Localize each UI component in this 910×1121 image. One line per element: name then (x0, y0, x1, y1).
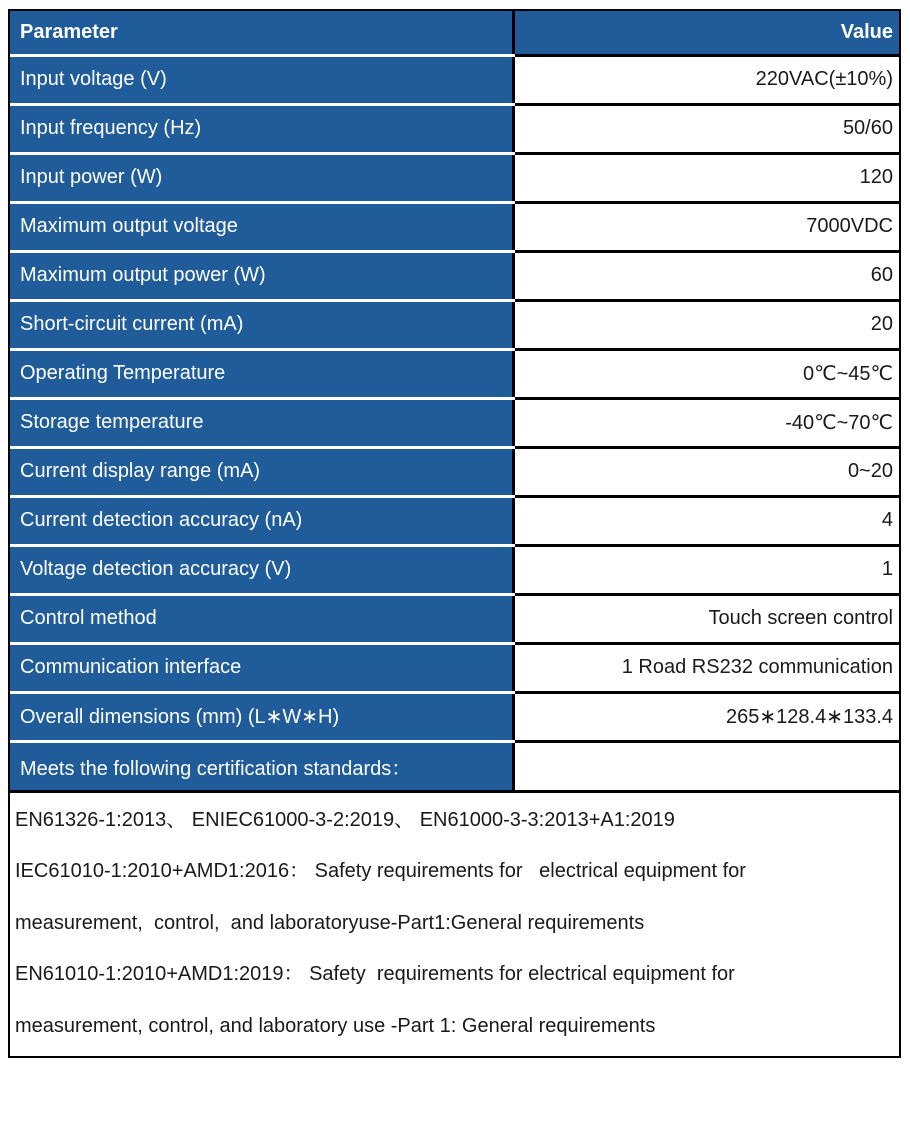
parameter-header-cell: Parameter (10, 11, 513, 55)
value-cell (513, 741, 899, 790)
table-row (10, 349, 899, 398)
table-row (10, 496, 899, 545)
value-cell: 20 (513, 300, 899, 349)
table-row (10, 55, 899, 104)
table-row (10, 398, 899, 447)
parameter-cell: Current detection accuracy (nA) (10, 496, 513, 545)
certification-line: EN61010-1:2010+AMD1:2019： Safety requirements for electrical equipment for (15, 963, 735, 986)
parameter-cell: Operating Temperature (10, 349, 513, 398)
parameter-cell: Input power (W) (10, 153, 513, 202)
value-cell: 0~20 (513, 447, 899, 496)
certification-line: IEC61010-1:2010+AMD1:2016： Safety requirements for electrical equipment for (15, 860, 746, 883)
value-cell: 0℃~45℃ (513, 349, 899, 398)
parameter-cell: Maximum output power (W) (10, 251, 513, 300)
certification-line: EN61326-1:2013、 ENIEC61000-3-2:2019、 EN61000-3-3:2013+A1:2019 (15, 809, 675, 831)
parameter-cell: Short-circuit current (mA) (10, 300, 513, 349)
spec-table (10, 11, 899, 790)
value-cell: 7000VDC (513, 202, 899, 251)
value-header-cell: Value (513, 11, 899, 55)
parameter-cell: Control method (10, 594, 513, 643)
parameter-cell: Current display range (mA) (10, 447, 513, 496)
table-row (10, 202, 899, 251)
value-cell: -40℃~70℃ (513, 398, 899, 447)
table-row (10, 643, 899, 692)
table-row (10, 251, 899, 300)
value-cell: 50/60 (513, 104, 899, 153)
value-cell: 220VAC(±10%) (513, 55, 899, 104)
parameter-cell: Overall dimensions (mm) (L∗W∗H) (10, 692, 513, 741)
certification-section (10, 790, 899, 1056)
table-row (10, 692, 899, 741)
parameter-cell: Storage temperature (10, 398, 513, 447)
certification-line: measurement, control, and laboratoryuse-Part1:General requirements (15, 911, 645, 934)
table-row (10, 594, 899, 643)
spec-table-container (8, 9, 901, 1058)
certification-line: measurement, control, and laboratory use -Part 1: General requirements (15, 1014, 656, 1037)
value-cell: 120 (513, 153, 899, 202)
value-cell: 1 Road RS232 communication (513, 643, 899, 692)
table-row (10, 104, 899, 153)
parameter-cell: Input frequency (Hz) (10, 104, 513, 153)
parameter-cell: Communication interface (10, 643, 513, 692)
table-header-row (10, 11, 899, 55)
value-cell: Touch screen control (513, 594, 899, 643)
table-row (10, 153, 899, 202)
parameter-cell: Meets the following certification standards： (10, 741, 513, 790)
parameter-cell: Maximum output voltage (10, 202, 513, 251)
value-cell: 4 (513, 496, 899, 545)
table-row (10, 545, 899, 594)
parameter-cell: Voltage detection accuracy (V) (10, 545, 513, 594)
table-row (10, 447, 899, 496)
value-cell: 60 (513, 251, 899, 300)
value-cell: 265∗128.4∗133.4 (513, 692, 899, 741)
table-row (10, 741, 899, 790)
table-row (10, 300, 899, 349)
value-cell: 1 (513, 545, 899, 594)
parameter-cell: Input voltage (V) (10, 55, 513, 104)
